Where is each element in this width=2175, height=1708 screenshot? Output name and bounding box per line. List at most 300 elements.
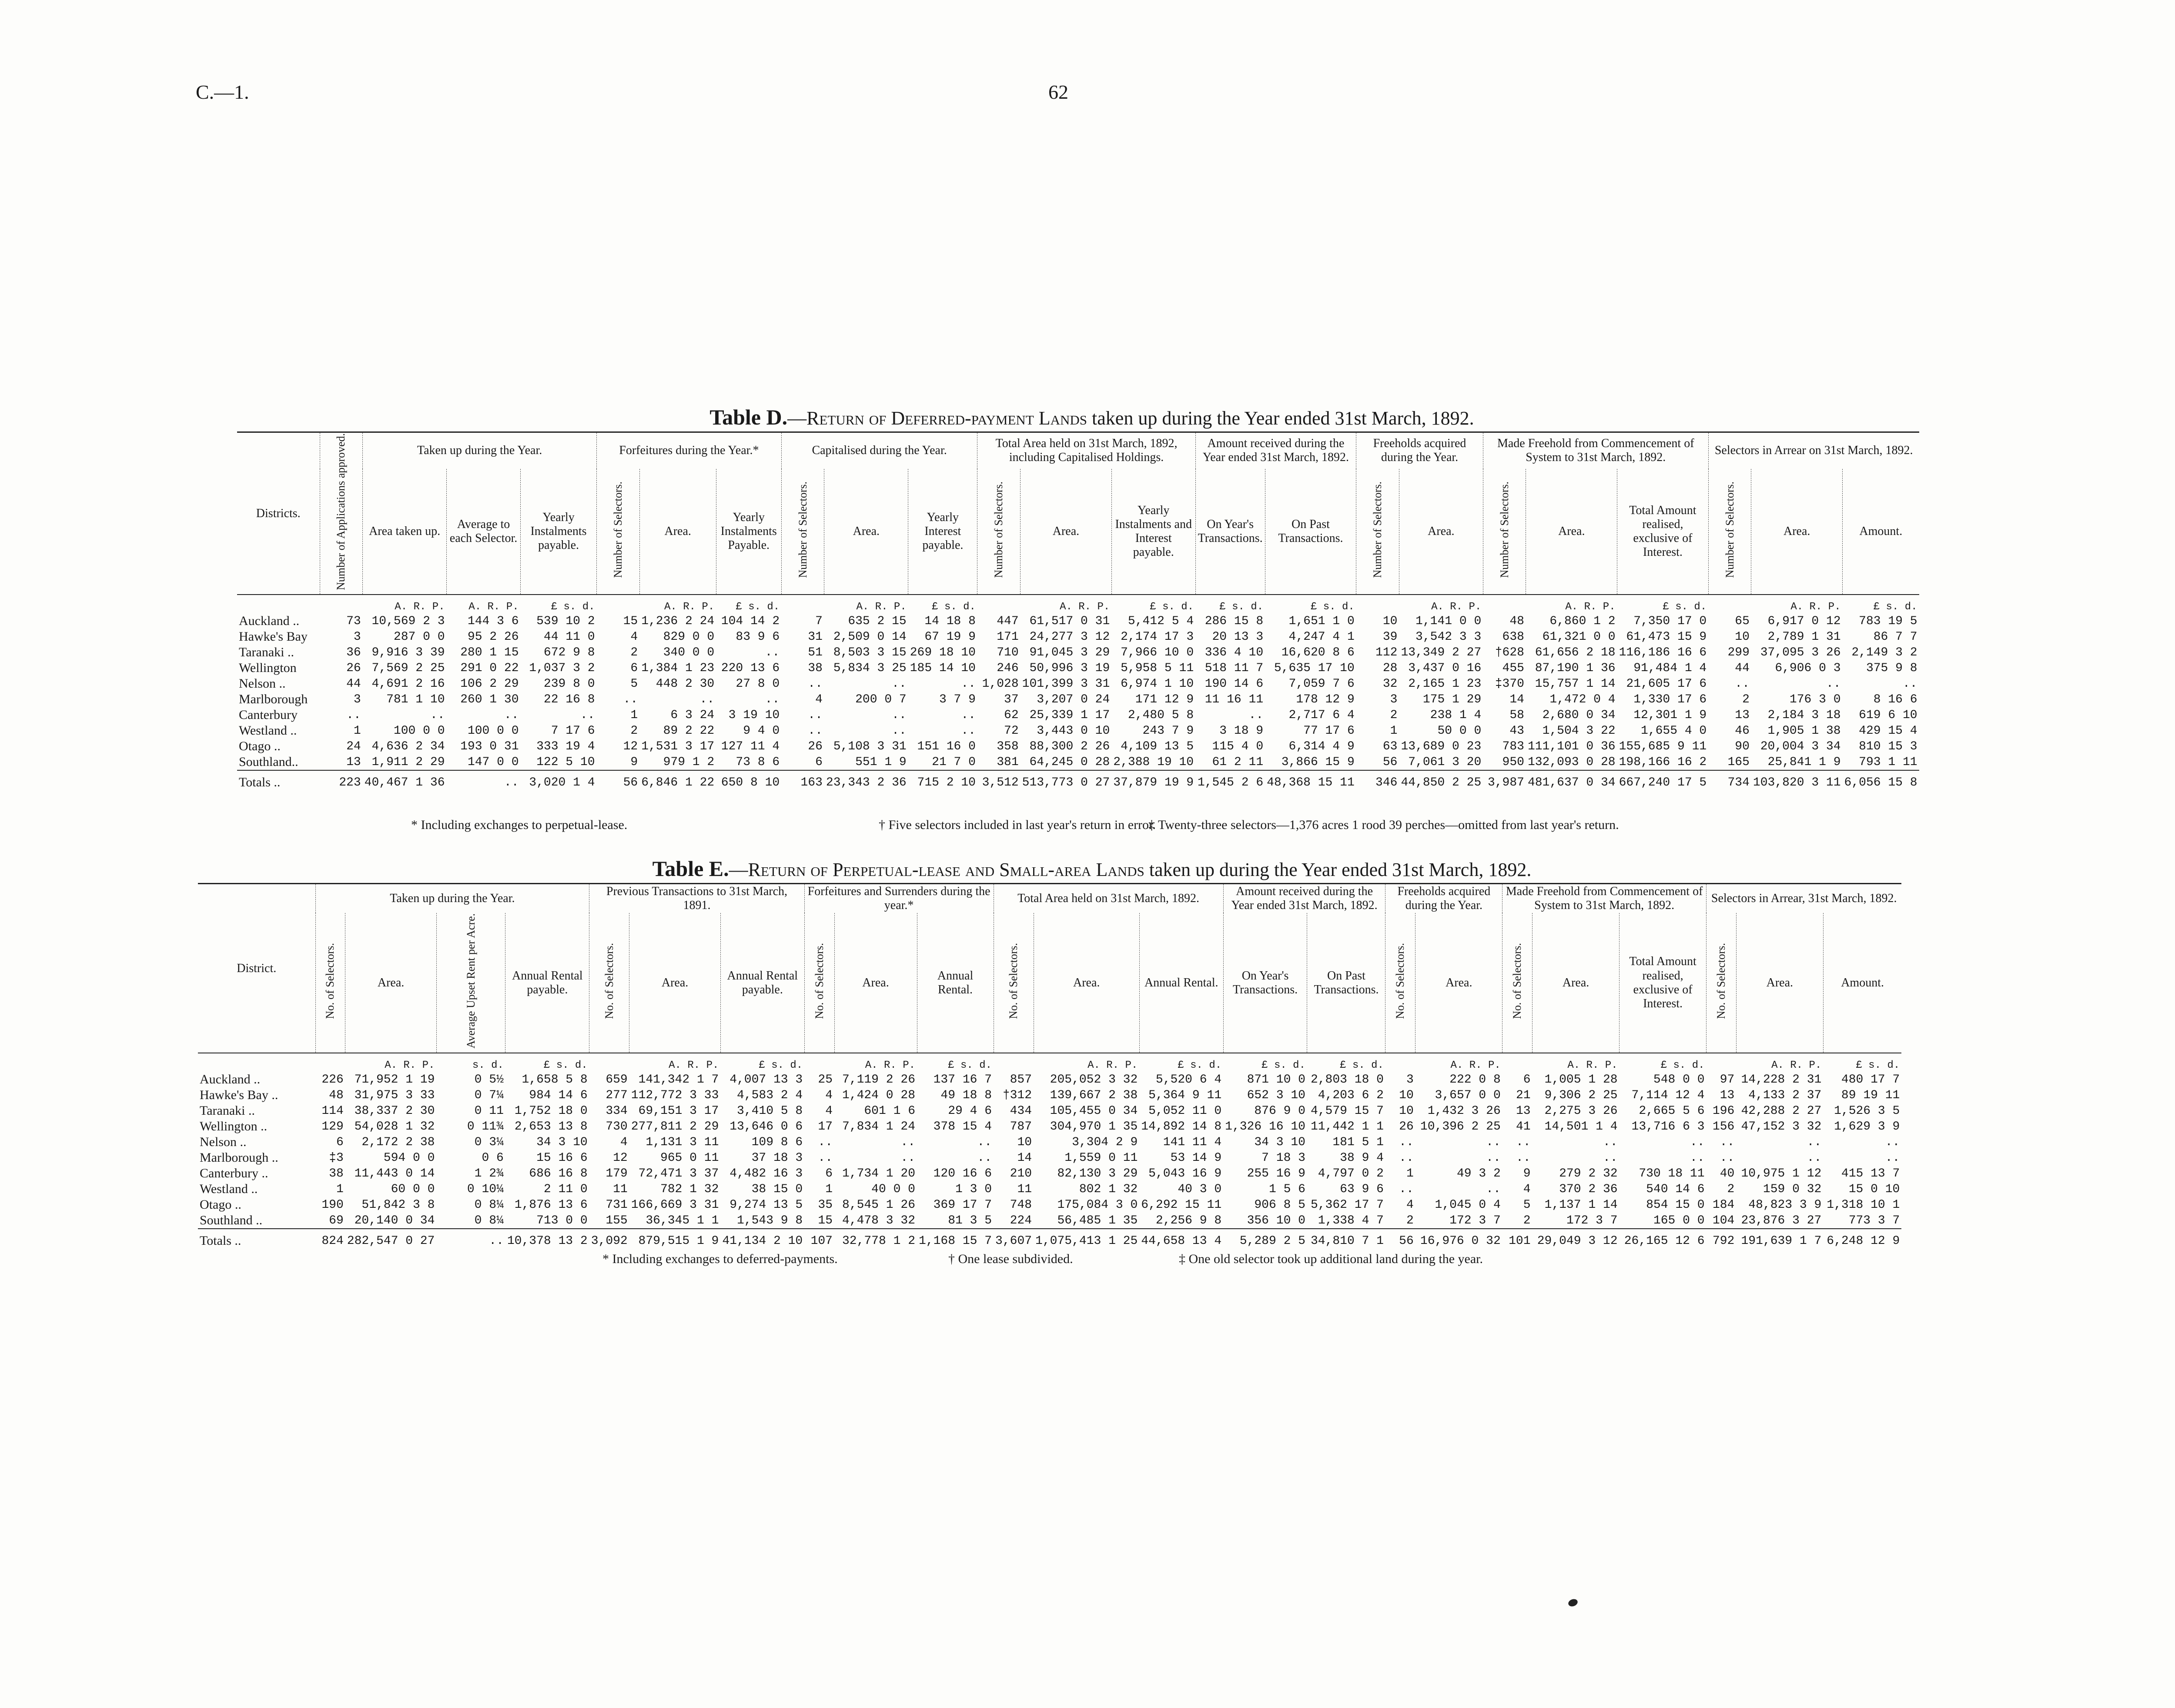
cell-value: 14 (1017, 1151, 1032, 1165)
cell-value: 111,101 0 36 (1527, 739, 1616, 753)
cell-value: .. (900, 1135, 915, 1149)
table-row (237, 754, 1919, 770)
cell-value: 2 (1390, 708, 1398, 722)
col-num-selectors: Number of Selectors. (1356, 469, 1399, 595)
col-annual-rental-payable: Annual Rental payable. (505, 913, 589, 1053)
cell-value: 61,473 15 9 (1626, 630, 1707, 644)
cell-value: 782 1 32 (660, 1182, 719, 1196)
cell-value: 3,512 (977, 770, 1021, 790)
cell-value: 7,834 1 24 (842, 1120, 915, 1133)
unit-label: £ s. d. (1262, 1060, 1305, 1072)
totals-row (237, 770, 1919, 790)
district-name: Nelson .. (200, 1135, 247, 1150)
unit-label: £ s. d. (948, 1060, 992, 1072)
cell-value: 37,095 3 26 (1760, 645, 1841, 659)
cell-value: 15 (623, 614, 638, 628)
group-total-area: Total Area held on 31st March, 1892. (994, 884, 1223, 913)
cell-value: 3 18 9 (1219, 724, 1264, 738)
cell-value: .. (977, 1135, 992, 1149)
cell-value: 340 0 0 (663, 645, 715, 659)
cell-value: .. (961, 677, 976, 691)
cell-value: 38 9 4 (1340, 1151, 1384, 1165)
col-yearly-instalments: Yearly Instalments payable. (521, 469, 597, 595)
cell-value: 1,075,413 1 25 (1034, 1229, 1139, 1249)
units-row (237, 595, 1919, 613)
cell-value: 104 (1712, 1213, 1735, 1227)
cell-value: 1 5 6 (1268, 1182, 1305, 1196)
cell-value: 3,987 (1483, 770, 1526, 790)
table-row (198, 1103, 1901, 1119)
cell-value: 1,911 2 29 (371, 755, 445, 769)
cell-value: 748 (1010, 1198, 1032, 1212)
cell-value: 3,020 1 4 (521, 770, 597, 790)
cell-value: 147 0 0 (467, 755, 519, 769)
cell-value: 13,716 6 3 (1631, 1120, 1705, 1133)
cell-value: 25,841 1 9 (1767, 755, 1841, 769)
group-forfeitures: Forfeitures during the Year.* (597, 432, 782, 469)
unit-label: £ s. d. (1663, 601, 1707, 613)
unit-label: £ s. d. (1873, 601, 1917, 613)
cell-value: 21 (1516, 1088, 1531, 1102)
table-row (237, 660, 1919, 676)
table-row (237, 739, 1919, 754)
cell-value: 89 2 22 (663, 724, 715, 738)
cell-value: 87,190 1 36 (1535, 661, 1616, 675)
table-d-title: Table D.—Return of Deferred-payment Lands taken up during the Year ended 31st March, 1892. (709, 405, 1474, 429)
table-d-footnote-1: * Including exchanges to perpetual-lease. (411, 818, 628, 832)
cell-value: 369 17 7 (933, 1198, 992, 1212)
col-amount: Amount. (1859, 524, 1903, 538)
cell-value: 62 (1004, 708, 1019, 722)
unit-label (1483, 595, 1526, 613)
unit-label (977, 595, 1021, 613)
cell-value: 965 0 11 (660, 1151, 719, 1165)
units-row (198, 1053, 1901, 1072)
unit-label: £ s. d. (1856, 1060, 1900, 1072)
cell-value: 0 11¾ (467, 1120, 504, 1133)
cell-value: .. (1690, 1135, 1705, 1149)
cell-value: 166,669 3 31 (631, 1198, 719, 1212)
cell-value: 950 (1502, 755, 1524, 769)
cell-value: 1,472 0 4 (1549, 692, 1616, 706)
cell-value: 539 10 2 (536, 614, 595, 628)
unit-label (1356, 595, 1399, 613)
district-name: Canterbury (239, 708, 298, 722)
cell-value: 48,823 3 9 (1748, 1198, 1822, 1212)
cell-value: 378 15 4 (933, 1120, 992, 1133)
cell-value: .. (1690, 1151, 1705, 1165)
cell-value: 304,970 1 35 (1050, 1120, 1138, 1133)
cell-value: 72 (1004, 724, 1019, 738)
cell-value: 8,503 3 15 (833, 645, 907, 659)
cell-value: 44 11 0 (543, 630, 595, 644)
cell-value: 5,364 9 11 (1148, 1088, 1222, 1102)
cell-value: 4,579 15 7 (1310, 1104, 1384, 1118)
cell-value: 2,172 2 38 (361, 1135, 435, 1149)
cell-value: 10,569 2 3 (371, 614, 445, 628)
cell-value: 77 17 6 (1303, 724, 1355, 738)
cell-value: 16,976 0 32 (1415, 1229, 1502, 1249)
cell-value: 6 3 24 (670, 708, 715, 722)
cell-value: 2,789 1 31 (1767, 630, 1841, 644)
cell-value: 2 (630, 724, 638, 738)
cell-value: 1,432 3 26 (1427, 1104, 1501, 1118)
cell-value: .. (1885, 1135, 1900, 1149)
cell-value: 13,349 2 27 (1401, 645, 1482, 659)
cell-value: .. (977, 1151, 992, 1165)
cell-value: 4 (825, 1104, 833, 1118)
group-made-freehold: Made Freehold from Commencement of System to 31st March, 1892. (1483, 432, 1708, 469)
cell-value: 6,292 15 11 (1141, 1198, 1222, 1212)
unit-label: A. R. P. (1060, 601, 1110, 613)
cell-value: 13,689 0 23 (1401, 739, 1482, 753)
cell-value: 652 3 10 (1247, 1088, 1305, 1102)
cell-value: 6,917 0 12 (1767, 614, 1841, 628)
cell-value: 38,337 2 30 (354, 1104, 435, 1118)
cell-value: 14,501 1 4 (1544, 1120, 1618, 1133)
cell-value: 156 (1712, 1120, 1735, 1133)
cell-value: 9,306 2 25 (1544, 1088, 1618, 1102)
cell-value: 280 1 15 (460, 645, 519, 659)
cell-value: 20 13 3 (1212, 630, 1264, 644)
cell-value: 4,691 2 16 (371, 677, 445, 691)
cell-value: 1,236 2 24 (641, 614, 715, 628)
cell-value: 175,084 3 0 (1057, 1198, 1138, 1212)
cell-value: 279 2 32 (1559, 1167, 1618, 1180)
cell-value: 175 1 29 (1422, 692, 1482, 706)
cell-value: 5,520 6 4 (1155, 1073, 1222, 1086)
unit-label: A. R. P. (385, 1060, 435, 1072)
cell-value: 2,165 1 23 (1408, 677, 1482, 691)
group-freeholds: Freeholds acquired during the Year. (1385, 884, 1502, 913)
cell-value: 100 0 0 (393, 724, 445, 738)
table-row (237, 676, 1919, 692)
cell-value: 0 3¼ (474, 1135, 504, 1149)
cell-value: 260 1 30 (460, 692, 519, 706)
cell-value: 176 3 0 (1789, 692, 1841, 706)
cell-value: 6,056 15 8 (1843, 770, 1919, 790)
unit-label (1502, 1053, 1533, 1072)
district-name: Wellington .. (200, 1119, 268, 1134)
cell-value: 5,289 2 5 (1223, 1229, 1307, 1249)
cell-value: 181 5 1 (1332, 1135, 1384, 1149)
unit-label: s. d. (472, 1060, 504, 1072)
table-row (198, 1197, 1901, 1213)
cell-value: 35 (818, 1198, 833, 1212)
cell-value: 65 (1735, 614, 1750, 628)
cell-value: 6,906 0 3 (1775, 661, 1841, 675)
cell-value: 88,300 2 26 (1029, 739, 1110, 753)
cell-value: 107 (804, 1229, 834, 1249)
cell-value: 37 18 3 (751, 1151, 803, 1165)
cell-value: 710 (997, 645, 1019, 659)
cell-value: 103,820 3 11 (1751, 770, 1843, 790)
cell-value: 23,343 2 36 (824, 770, 908, 790)
district-name: Totals .. (237, 770, 320, 790)
cell-value: 151 16 0 (917, 739, 976, 753)
district-name: Marlborough .. (200, 1150, 278, 1165)
cell-value: 1,005 1 28 (1544, 1073, 1618, 1086)
table-row (198, 1181, 1901, 1197)
cell-value: 783 (1502, 739, 1524, 753)
cell-value: 60 0 0 (391, 1182, 435, 1196)
cell-value: 40 (1720, 1167, 1735, 1180)
cell-value: 2 11 0 (543, 1182, 588, 1196)
unit-label: A. R. P. (664, 601, 715, 613)
cell-value: 5,108 3 31 (833, 739, 907, 753)
cell-value: 4 (1406, 1198, 1414, 1212)
cell-value: 5,052 11 0 (1148, 1104, 1222, 1118)
cell-value: 792 (1707, 1229, 1737, 1249)
cell-value: 0 11 (474, 1104, 504, 1118)
cell-value: 34,810 7 1 (1307, 1229, 1385, 1249)
cell-value: 25 (818, 1073, 833, 1086)
cell-value: 1,658 5 8 (522, 1073, 588, 1086)
cell-value: 39 (1382, 630, 1398, 644)
cell-value: .. (900, 1151, 915, 1165)
cell-value: .. (1399, 1135, 1414, 1149)
cell-value: 34 3 10 (1254, 1135, 1305, 1149)
cell-value: 31 (808, 630, 823, 644)
cell-value: 1,326 16 10 (1225, 1120, 1305, 1133)
cell-value: 0 8¼ (474, 1198, 504, 1212)
col-no-selectors: No. of Selectors. (1502, 913, 1533, 1053)
cell-value: 210 (1010, 1167, 1032, 1180)
cell-value: 137 16 7 (933, 1073, 992, 1086)
cell-value: 73 (346, 614, 361, 628)
cell-value: 120 16 6 (933, 1167, 992, 1180)
cell-value: 638 (1502, 630, 1524, 644)
cell-value: 4,478 3 32 (842, 1213, 915, 1227)
cell-value: 11 (613, 1182, 628, 1196)
cell-value: 1,137 1 14 (1544, 1198, 1618, 1212)
group-arrear: Selectors in Arrear, 31st March, 1892. (1711, 892, 1897, 906)
cell-value: †312 (1002, 1088, 1032, 1102)
cell-value: 101,399 3 31 (1022, 677, 1110, 691)
cell-value: 7,966 10 0 (1121, 645, 1194, 659)
table-d-grid (237, 431, 1919, 790)
cell-value: 3,437 0 16 (1408, 661, 1482, 675)
cell-value: 282,547 0 27 (345, 1229, 437, 1249)
units-spacer (198, 1053, 315, 1072)
cell-value: 22 16 8 (543, 692, 595, 706)
table-row (198, 1072, 1901, 1087)
cell-value: 43 (1509, 724, 1524, 738)
cell-value: 56 (1385, 1229, 1415, 1249)
totals-row (198, 1229, 1901, 1249)
district-name: Westland .. (239, 723, 297, 738)
cell-value: 2,388 19 10 (1113, 755, 1194, 769)
unit-label (315, 1053, 345, 1072)
cell-value: 83 9 6 (736, 630, 780, 644)
cell-value: .. (1603, 1151, 1618, 1165)
cell-value: 906 8 5 (1254, 1198, 1305, 1212)
district-name: Hawke's Bay .. (200, 1088, 278, 1103)
cell-value: 32,778 1 2 (834, 1229, 917, 1249)
district-name: Westland .. (200, 1182, 258, 1197)
table-row (237, 723, 1919, 739)
cell-value: 13 (1720, 1088, 1735, 1102)
cell-value: 86 7 7 (1873, 630, 1917, 644)
col-num-selectors: Number of Selectors. (1483, 469, 1526, 595)
cell-value: .. (892, 677, 907, 691)
cell-value: 10,975 1 12 (1741, 1167, 1822, 1180)
cell-value: 5 (630, 677, 638, 691)
cell-value: 17 (818, 1120, 833, 1133)
cell-value: ‡3 (329, 1151, 344, 1165)
unit-label: A. R. P. (1450, 1060, 1501, 1072)
unit-label (994, 1053, 1034, 1072)
cell-value: 127 11 4 (721, 739, 780, 753)
cell-value: 61,321 0 0 (1542, 630, 1616, 644)
cell-value: 5,362 17 7 (1310, 1198, 1384, 1212)
cell-value: 2,256 9 8 (1155, 1213, 1222, 1227)
document-code: C.—1. (196, 81, 249, 103)
table-row (198, 1134, 1901, 1150)
unit-label: £ s. d. (1340, 1060, 1384, 1072)
cell-value: 3,304 2 9 (1072, 1135, 1138, 1149)
cell-value: 2,174 17 3 (1121, 630, 1194, 644)
cell-value: .. (1399, 1151, 1414, 1165)
cell-value: 0 7¼ (474, 1088, 504, 1102)
col-district: District. (198, 884, 315, 1053)
col-no-selectors: No. of Selectors. (589, 913, 629, 1053)
table-row (237, 707, 1919, 723)
cell-value: 15 (818, 1213, 833, 1227)
col-amount: Amount. (1841, 976, 1884, 989)
cell-value: 1,338 4 7 (1318, 1213, 1384, 1227)
cell-value: 1,543 9 8 (736, 1213, 803, 1227)
cell-value: 172 3 7 (1449, 1213, 1501, 1227)
cell-value: 513,773 0 27 (1021, 770, 1112, 790)
col-no-selectors: No. of Selectors. (315, 913, 345, 1053)
cell-value: 171 12 9 (1135, 692, 1194, 706)
cell-value: 871 10 0 (1247, 1073, 1305, 1086)
cell-value: 191,639 1 7 (1736, 1229, 1823, 1249)
col-num-selectors: Number of Selectors. (597, 469, 640, 595)
cell-value: 12,301 1 9 (1633, 708, 1707, 722)
cell-value: 165 (1727, 755, 1750, 769)
cell-value: 5,043 16 9 (1148, 1167, 1222, 1180)
col-on-past: On Past Transactions. (1265, 469, 1356, 595)
cell-value: 1,876 13 6 (514, 1198, 588, 1212)
cell-value: 455 (1502, 661, 1524, 675)
cell-value: 190 14 6 (1205, 677, 1264, 691)
cell-value: 6,248 12 9 (1823, 1229, 1901, 1249)
cell-value: 220 13 6 (721, 661, 780, 675)
col-yearly-instalments-f: Yearly Instalments Payable. (716, 469, 781, 595)
cell-value: 26 (346, 661, 361, 675)
cell-value: .. (1885, 1151, 1900, 1165)
cell-value: 4,007 13 3 (729, 1073, 803, 1086)
cell-value: 114 (321, 1104, 344, 1118)
cell-value: 27 8 0 (736, 677, 780, 691)
cell-value: 9,274 13 5 (729, 1198, 803, 1212)
cell-value: 1 (825, 1182, 833, 1196)
cell-value: 1 (353, 724, 361, 738)
unit-label: £ s. d. (932, 601, 976, 613)
cell-value: 734 (1708, 770, 1751, 790)
cell-value: 1,545 2 6 (1195, 770, 1265, 790)
cell-value: 287 0 0 (393, 630, 445, 644)
cell-value: 277 (606, 1088, 628, 1102)
cell-value: 37,879 19 9 (1111, 770, 1195, 790)
cell-value: 448 2 30 (656, 677, 715, 691)
cell-value: 73 8 6 (736, 755, 780, 769)
group-amount-received: Amount received during the Year ended 31st March, 1892. (1223, 884, 1385, 913)
cell-value: 28 (1382, 661, 1398, 675)
col-average-rent: Average Upset Rent per Acre. (436, 913, 505, 1053)
cell-value: 10 (1399, 1104, 1414, 1118)
cell-value: 24,277 3 12 (1029, 630, 1110, 644)
cell-value: 2,803 18 0 (1310, 1073, 1384, 1086)
cell-value: 4,133 2 37 (1748, 1088, 1822, 1102)
cell-value: 4,583 2 4 (736, 1088, 803, 1102)
cell-value: 81 3 5 (948, 1213, 992, 1227)
cell-value: 106 2 29 (460, 677, 519, 691)
cell-value: 594 0 0 (383, 1151, 435, 1165)
cell-value: 6 (1523, 1073, 1531, 1086)
col-on-year: On Year's Transactions. (1223, 913, 1307, 1053)
cell-value: 601 1 6 (864, 1104, 915, 1118)
cell-value: 793 1 11 (1859, 755, 1917, 769)
cell-value: 5,834 3 25 (833, 661, 907, 675)
col-no-selectors: No. of Selectors. (1707, 913, 1737, 1053)
cell-value: 171 (997, 630, 1019, 644)
cell-value: 20,140 0 34 (354, 1213, 435, 1227)
cell-value: 50 0 0 (1437, 724, 1482, 738)
cell-value: 163 (781, 770, 824, 790)
cell-value: 190 (321, 1198, 344, 1212)
cell-value: 61,517 0 31 (1029, 614, 1110, 628)
cell-value: 3,657 0 0 (1435, 1088, 1501, 1102)
table-row (198, 1119, 1901, 1134)
cell-value: 10 (1017, 1135, 1032, 1149)
cell-value: 358 (997, 739, 1019, 753)
cell-value: 4,203 6 2 (1318, 1088, 1384, 1102)
cell-value: 193 0 31 (460, 739, 519, 753)
cell-value: 21,605 17 6 (1626, 677, 1707, 691)
cell-value: 2 (1727, 1182, 1735, 1196)
table-e-body (198, 1053, 1901, 1249)
cell-value: 49 3 2 (1456, 1167, 1501, 1180)
cell-value: 3,866 15 9 (1281, 755, 1355, 769)
cell-value: 1 (1406, 1167, 1414, 1180)
cell-value: 178 12 9 (1296, 692, 1355, 706)
cell-value: 71,952 1 19 (354, 1073, 435, 1086)
cell-value: 802 1 32 (1079, 1182, 1138, 1196)
cell-value: 13 (1516, 1104, 1531, 1118)
cell-value: ‡370 (1495, 677, 1524, 691)
cell-value: 1 (630, 708, 638, 722)
cell-value: 32 (1382, 677, 1398, 691)
cell-value: 11,442 1 1 (1310, 1120, 1384, 1133)
cell-value: 2,275 3 26 (1544, 1104, 1618, 1118)
cell-value: 69,151 3 17 (638, 1104, 719, 1118)
cell-value: 1,318 10 1 (1827, 1198, 1900, 1212)
cell-value: 6,974 1 10 (1121, 677, 1194, 691)
cell-value: 56 (597, 770, 640, 790)
cell-value: 10 (1399, 1088, 1414, 1102)
cell-value: 7 17 6 (551, 724, 595, 738)
cell-value: 41,134 2 10 (720, 1229, 804, 1249)
cell-value: 1,045 0 4 (1435, 1198, 1501, 1212)
cell-value: 67 19 9 (924, 630, 976, 644)
cell-value: 787 (1010, 1120, 1032, 1133)
cell-value: 429 15 4 (1859, 724, 1917, 738)
cell-value: 1,526 3 5 (1834, 1104, 1900, 1118)
cell-value: 6 (815, 755, 823, 769)
